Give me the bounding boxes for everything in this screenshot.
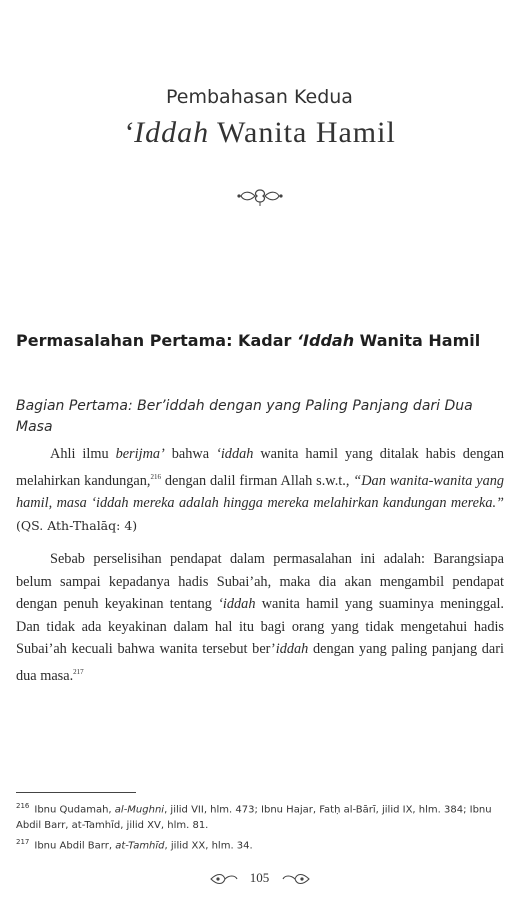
paragraph-2 xyxy=(16,548,504,687)
paragraph-1 xyxy=(16,443,504,537)
footnote-italic: at-Tamhīd xyxy=(115,840,165,852)
footnote-text: Ibnu Abdil Barr, xyxy=(34,840,116,852)
italic-span: ‘iddah xyxy=(218,596,256,613)
text-span: dengan yang paling panjang dari dua masa. xyxy=(16,641,505,684)
footnote-text: , jilid XX, hlm. 34. xyxy=(164,840,253,852)
footnote-italic: al-Mughni xyxy=(114,804,165,816)
text-span: Ahli ilmu xyxy=(50,446,116,462)
italic-span: iddah xyxy=(275,641,309,658)
footer-right-ornament-icon xyxy=(281,871,311,887)
sub-heading: Bagian Pertama: Ber’iddah dengan yang Paling Panjang dari Dua Masa xyxy=(16,398,473,435)
footnote-216 xyxy=(16,798,504,834)
footnote-number: 216 xyxy=(16,802,30,810)
footnotes xyxy=(16,798,504,855)
page-footer xyxy=(0,870,519,887)
italic-span: berijma’ xyxy=(115,446,165,462)
text-span: dengan dalil firman Allah s.w.t., xyxy=(161,472,354,489)
footer-left-ornament-icon xyxy=(209,871,239,887)
text-span: Sebab perselisihan pendapat dalam permasalahan ini adalah: Barangsiapa belum sampai kepadanya hadis Subai’ah, maka dia akan mengambil pendapat dengan penuh keyakinan tentang xyxy=(16,551,504,613)
section-heading-post: Wanita Hamil xyxy=(354,331,481,350)
chapter-title-rest: Wanita Hamil xyxy=(209,116,396,149)
chapter-title-italic: ‘Iddah xyxy=(123,116,210,149)
quran-reference: (QS. Ath-Thalāq: 4) xyxy=(16,517,138,533)
section-heading xyxy=(16,330,504,352)
text-span: wanita hamil yang suaminya meninggal. Dan tidak ada keyakinan dalam hal itu bagi orang yang tidak mengetahui hadis Subai’ah kecuali bahwa wanita tersebut ber’ xyxy=(16,596,504,658)
header-ornament-icon xyxy=(235,186,285,208)
footnote-number: 217 xyxy=(16,838,30,847)
section-heading-pre: Permasalahan Pertama: Kadar xyxy=(16,331,297,350)
footnote-text: , jilid VII, hlm. 473; Ibnu Hajar, Fatḥ al-Bārī, jilid IX, hlm. 384; Ibnu Abdil Barr, at-Tamhīd, jilid XV, hlm. 81. xyxy=(16,804,492,832)
section-heading-italic: ‘Iddah xyxy=(296,331,355,350)
chapter-subtitle: Pembahasan Kedua xyxy=(166,86,353,108)
footnote-marker[interactable]: 216 xyxy=(150,472,161,481)
chapter-title xyxy=(0,116,519,150)
text-span: wanita hamil yang ditalak habis dengan melahirkan kandungan, xyxy=(16,446,504,489)
page-number: 105 xyxy=(249,870,270,885)
text-span: bahwa xyxy=(164,446,217,462)
footnote-text: Ibnu Qudamah, xyxy=(34,804,115,816)
italic-span: ‘iddah xyxy=(216,446,254,462)
footnote-217 xyxy=(16,834,504,854)
footnote-divider xyxy=(16,792,136,793)
footnote-marker[interactable]: 217 xyxy=(73,667,84,676)
quran-quote: “Dan wanita-wanita yang hamil, masa ‘iddah mereka adalah hingga mereka melahirkan kandungan mereka.” xyxy=(16,472,505,511)
